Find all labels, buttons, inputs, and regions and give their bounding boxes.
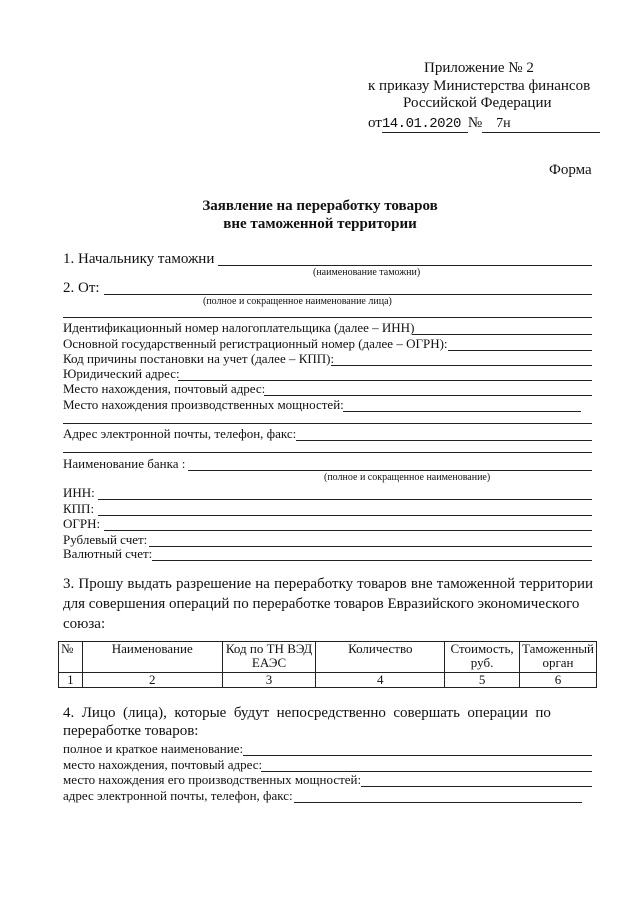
email-phone-extra-line[interactable] (63, 452, 592, 453)
email-phone-label: Адрес электронной почты, телефон, факс: (63, 426, 297, 441)
table-header-row (59, 642, 597, 673)
ogrn-label: Основной государственный регистрационный номер (далее – ОГРН): (63, 336, 448, 351)
production-label: Место нахождения производственных мощностей: (63, 397, 344, 412)
bank-ogrn-label: ОГРН: (63, 516, 101, 531)
from-label: 2. От: (63, 280, 100, 296)
order-date: 14.01.2020 (382, 116, 468, 133)
inn-label: Идентификационный номер налогоплательщика (далее – ИНН) (63, 320, 415, 335)
rub-account-label: Рублевый счет: (63, 532, 148, 547)
location-label: Место нахождения, почтовый адрес: (63, 381, 266, 396)
section3-request (63, 574, 593, 634)
form-label: Форма (549, 162, 592, 178)
section3-last: союза: (63, 616, 106, 632)
currency-account-line[interactable] (152, 560, 592, 561)
appendix-number: Приложение № 2 (424, 60, 534, 76)
cell-5: 5 (445, 673, 520, 688)
cell-6: 6 (519, 673, 596, 688)
cell-1: 1 (59, 673, 83, 688)
section3-text: 3. Прошу выдать разрешение на переработку товаров вне таможенной территории для совершения операций по переработке товаров Евразийского экономического (63, 576, 593, 612)
operator-location-label: место нахождения, почтовый адрес: (63, 757, 263, 772)
operator-production-line[interactable] (361, 786, 592, 787)
bank-name-line[interactable] (188, 470, 592, 471)
bank-inn-label: ИНН: (63, 485, 95, 500)
order-date-line (368, 115, 600, 133)
email-phone-line[interactable] (296, 440, 592, 441)
col-customs-body: Таможенный орган (519, 642, 596, 673)
goods-table (58, 641, 597, 688)
bank-ogrn-line[interactable] (104, 530, 592, 531)
customs-hint: (наименование таможни) (313, 267, 421, 278)
bank-name-label: Наименование банка : (63, 456, 186, 471)
rub-account-line[interactable] (149, 546, 592, 547)
production-line[interactable] (343, 411, 581, 412)
col-quantity: Количество (316, 642, 445, 673)
document-title-line2: вне таможенной территории (223, 216, 417, 232)
order-reference: к приказу Министерства финансов (368, 78, 591, 94)
from-line[interactable] (104, 294, 592, 295)
operator-email-line[interactable] (294, 802, 582, 803)
cell-2: 2 (82, 673, 222, 688)
date-prefix: от (368, 115, 382, 131)
col-cost: Стоимость, руб. (445, 642, 520, 673)
from-hint: (полное и сокращенное наименование лица) (203, 296, 392, 307)
kpp-label: Код причины постановки на учет (далее – КПП): (63, 351, 335, 366)
ogrn-line[interactable] (448, 350, 592, 351)
federation-line: Российской Федерации (403, 95, 552, 111)
col-name: Наименование (82, 642, 222, 673)
bank-inn-line[interactable] (98, 499, 592, 500)
operator-email-label: адрес электронной почты, телефон, факс: (63, 788, 293, 803)
legal-address-label: Юридический адрес: (63, 366, 180, 381)
operator-production-label: место нахождения его производственных мощностей: (63, 772, 362, 787)
currency-account-label: Валютный счет: (63, 546, 153, 561)
bank-kpp-line[interactable] (98, 515, 592, 516)
customs-head-label: 1. Начальнику таможни (63, 251, 215, 267)
from-extra-line[interactable] (63, 317, 592, 318)
operator-name-line[interactable] (243, 755, 592, 756)
operator-name-label: полное и краткое наименование: (63, 741, 244, 756)
kpp-line[interactable] (331, 365, 592, 366)
col-number: № (59, 642, 83, 673)
bank-kpp-label: КПП: (63, 501, 95, 516)
order-number: 7н (482, 116, 600, 133)
document-title-line1: Заявление на переработку товаров (202, 198, 438, 214)
customs-name-line[interactable] (218, 265, 592, 266)
location-line[interactable] (264, 395, 592, 396)
cell-3: 3 (222, 673, 316, 688)
number-sign: № (467, 115, 483, 131)
cell-4: 4 (316, 673, 445, 688)
section4-line1: 4. Лицо (лица), которые будут непосредственно совершать операции по (63, 705, 551, 721)
col-code: Код по ТН ВЭД ЕАЭС (222, 642, 316, 673)
production-extra-line[interactable] (63, 423, 592, 424)
table-row (59, 673, 597, 688)
section4-line2: переработке товаров: (63, 723, 199, 739)
inn-line[interactable] (412, 334, 592, 335)
bank-hint: (полное и сокращенное наименование) (324, 472, 491, 483)
